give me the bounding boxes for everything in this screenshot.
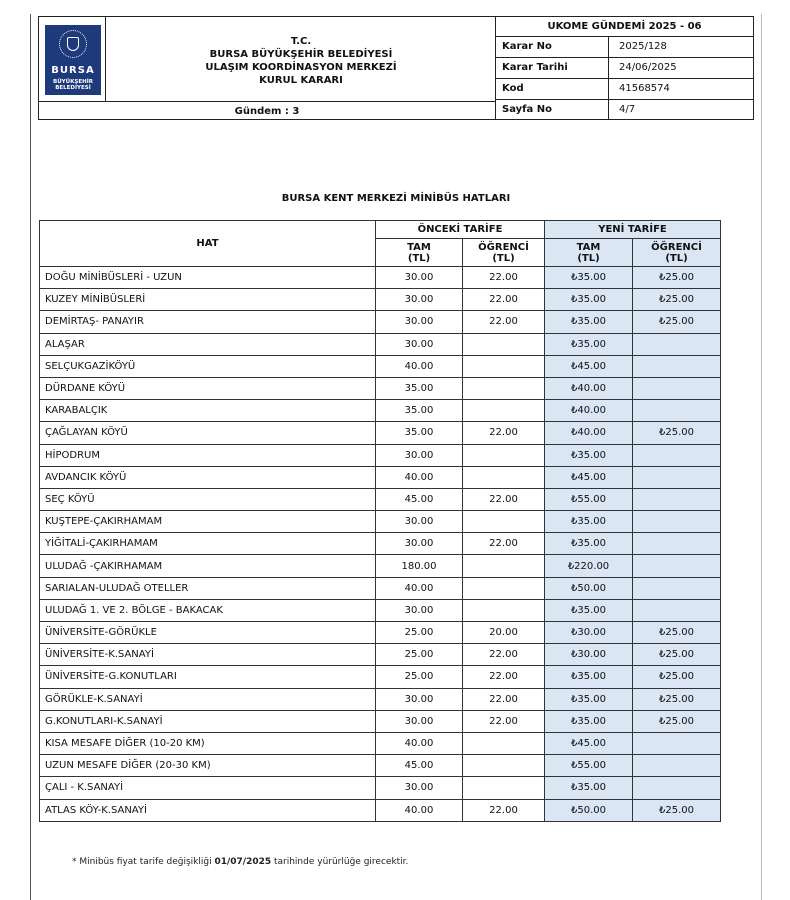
new-student-fare-cell: ₺25.00 bbox=[633, 799, 721, 821]
route-name-cell: KISA MESAFE DİĞER (10-20 KM) bbox=[40, 732, 376, 754]
old-full-fare-cell: 30.00 bbox=[376, 688, 463, 710]
old-student-fare-cell bbox=[463, 777, 545, 799]
old-full-fare-cell: 180.00 bbox=[376, 555, 463, 577]
old-student-fare-cell bbox=[463, 444, 545, 466]
new-student-fare-cell: ₺25.00 bbox=[633, 666, 721, 688]
old-student-fare-cell: 22.00 bbox=[463, 644, 545, 666]
old-full-fare-cell: 30.00 bbox=[376, 533, 463, 555]
old-student-fare-cell bbox=[463, 466, 545, 488]
table-row bbox=[40, 710, 721, 732]
table-row bbox=[40, 333, 721, 355]
route-name-cell: ULUDAĞ -ÇAKIRHAMAM bbox=[40, 555, 376, 577]
old-full-fare-cell: 30.00 bbox=[376, 444, 463, 466]
old-student-fare-cell: 22.00 bbox=[463, 688, 545, 710]
new-student-fare-cell: ₺25.00 bbox=[633, 422, 721, 444]
new-full-fare-cell: ₺35.00 bbox=[545, 267, 633, 289]
new-full-fare-cell: ₺35.00 bbox=[545, 289, 633, 311]
new-full-fare-cell: ₺35.00 bbox=[545, 710, 633, 732]
meta-title: UKOME GÜNDEMİ 2025 - 06 bbox=[496, 17, 753, 37]
route-name-cell: ULUDAĞ 1. VE 2. BÖLGE - BAKACAK bbox=[40, 599, 376, 621]
new-full-fare-cell: ₺50.00 bbox=[545, 577, 633, 599]
old-student-fare-cell bbox=[463, 333, 545, 355]
old-student-fare-cell bbox=[463, 400, 545, 422]
meta-row-page-no: Sayfa No 4/7 bbox=[496, 100, 753, 120]
logo-box bbox=[39, 17, 106, 101]
route-name-cell: ÜNİVERSİTE-GÖRÜKLE bbox=[40, 622, 376, 644]
new-student-fare-cell bbox=[633, 599, 721, 621]
table-row bbox=[40, 422, 721, 444]
route-name-cell: SELÇUKGAZİKÖYÜ bbox=[40, 355, 376, 377]
column-header-new-full: TAM (TL) bbox=[545, 239, 633, 267]
decision-meta-panel bbox=[496, 16, 754, 120]
old-student-fare-cell: 22.00 bbox=[463, 422, 545, 444]
old-full-fare-cell: 40.00 bbox=[376, 355, 463, 377]
new-full-fare-cell: ₺30.00 bbox=[545, 644, 633, 666]
new-student-fare-cell: ₺25.00 bbox=[633, 311, 721, 333]
table-row bbox=[40, 732, 721, 754]
new-full-fare-cell: ₺30.00 bbox=[545, 622, 633, 644]
bursa-logo bbox=[45, 25, 101, 95]
old-full-fare-cell: 40.00 bbox=[376, 577, 463, 599]
old-full-fare-cell: 30.00 bbox=[376, 777, 463, 799]
new-student-fare-cell: ₺25.00 bbox=[633, 688, 721, 710]
new-full-fare-cell: ₺40.00 bbox=[545, 422, 633, 444]
new-full-fare-cell: ₺45.00 bbox=[545, 355, 633, 377]
table-row bbox=[40, 577, 721, 599]
old-student-fare-cell bbox=[463, 732, 545, 754]
column-header-route: HAT bbox=[40, 221, 376, 267]
table-row bbox=[40, 644, 721, 666]
table-title: BURSA KENT MERKEZİ MİNİBÜS HATLARI bbox=[281, 193, 511, 204]
table-row bbox=[40, 488, 721, 510]
old-student-fare-cell bbox=[463, 599, 545, 621]
old-student-fare-cell: 22.00 bbox=[463, 666, 545, 688]
route-name-cell: SEÇ KÖYÜ bbox=[40, 488, 376, 510]
new-student-fare-cell: ₺25.00 bbox=[633, 710, 721, 732]
new-student-fare-cell: ₺25.00 bbox=[633, 644, 721, 666]
route-name-cell: G.KONUTLARI-K.SANAYİ bbox=[40, 710, 376, 732]
new-student-fare-cell: ₺25.00 bbox=[633, 267, 721, 289]
route-name-cell: UZUN MESAFE DİĞER (20-30 KM) bbox=[40, 755, 376, 777]
new-student-fare-cell bbox=[633, 755, 721, 777]
document-header bbox=[38, 16, 754, 120]
new-student-fare-cell bbox=[633, 777, 721, 799]
logo-text-bursa: BURSA bbox=[51, 65, 95, 76]
old-student-fare-cell: 22.00 bbox=[463, 710, 545, 732]
header-left-panel bbox=[38, 16, 496, 120]
new-student-fare-cell: ₺25.00 bbox=[633, 622, 721, 644]
old-full-fare-cell: 35.00 bbox=[376, 422, 463, 444]
table-row bbox=[40, 533, 721, 555]
old-student-fare-cell: 22.00 bbox=[463, 289, 545, 311]
route-name-cell: ÇAĞLAYAN KÖYÜ bbox=[40, 422, 376, 444]
old-student-fare-cell: 22.00 bbox=[463, 488, 545, 510]
new-full-fare-cell: ₺40.00 bbox=[545, 377, 633, 399]
route-name-cell: SARIALAN-ULUDAĞ OTELLER bbox=[40, 577, 376, 599]
new-student-fare-cell bbox=[633, 444, 721, 466]
table-row bbox=[40, 688, 721, 710]
old-full-fare-cell: 45.00 bbox=[376, 755, 463, 777]
table-row bbox=[40, 311, 721, 333]
table-row bbox=[40, 444, 721, 466]
old-student-fare-cell bbox=[463, 511, 545, 533]
old-student-fare-cell: 22.00 bbox=[463, 799, 545, 821]
group-header-previous-fare: ÖNCEKİ TARİFE bbox=[376, 221, 545, 239]
old-full-fare-cell: 30.00 bbox=[376, 511, 463, 533]
group-header-new-fare: YENİ TARİFE bbox=[545, 221, 721, 239]
old-student-fare-cell: 22.00 bbox=[463, 267, 545, 289]
new-full-fare-cell: ₺35.00 bbox=[545, 688, 633, 710]
new-full-fare-cell: ₺35.00 bbox=[545, 777, 633, 799]
old-student-fare-cell bbox=[463, 355, 545, 377]
new-full-fare-cell: ₺35.00 bbox=[545, 333, 633, 355]
column-header-old-student: ÖĞRENCİ (TL) bbox=[463, 239, 545, 267]
new-full-fare-cell: ₺40.00 bbox=[545, 400, 633, 422]
route-name-cell: KARABALÇIK bbox=[40, 400, 376, 422]
new-student-fare-cell bbox=[633, 511, 721, 533]
old-full-fare-cell: 30.00 bbox=[376, 311, 463, 333]
old-full-fare-cell: 25.00 bbox=[376, 644, 463, 666]
old-full-fare-cell: 30.00 bbox=[376, 333, 463, 355]
table-row bbox=[40, 466, 721, 488]
footnote-effective-date: 01/07/2025 bbox=[214, 857, 272, 867]
old-student-fare-cell bbox=[463, 555, 545, 577]
old-full-fare-cell: 25.00 bbox=[376, 622, 463, 644]
new-full-fare-cell: ₺55.00 bbox=[545, 755, 633, 777]
agenda-item: Gündem : 3 bbox=[39, 101, 495, 121]
meta-row-decision-date: Karar Tarihi 24/06/2025 bbox=[496, 58, 753, 79]
old-full-fare-cell: 30.00 bbox=[376, 710, 463, 732]
route-name-cell: DÜRDANE KÖYÜ bbox=[40, 377, 376, 399]
route-name-cell: KUZEY MİNİBÜSLERİ bbox=[40, 289, 376, 311]
logo-text-municipality: BÜYÜKŞEHİR BELEDİYESİ bbox=[53, 79, 93, 91]
old-student-fare-cell: 22.00 bbox=[463, 533, 545, 555]
new-full-fare-cell: ₺45.00 bbox=[545, 732, 633, 754]
table-row bbox=[40, 666, 721, 688]
new-student-fare-cell bbox=[633, 488, 721, 510]
table-row bbox=[40, 599, 721, 621]
new-student-fare-cell bbox=[633, 466, 721, 488]
new-student-fare-cell bbox=[633, 355, 721, 377]
new-full-fare-cell: ₺45.00 bbox=[545, 466, 633, 488]
old-student-fare-cell bbox=[463, 377, 545, 399]
route-name-cell: DOĞU MİNİBÜSLERİ - UZUN bbox=[40, 267, 376, 289]
new-student-fare-cell bbox=[633, 377, 721, 399]
old-student-fare-cell bbox=[463, 755, 545, 777]
new-student-fare-cell bbox=[633, 333, 721, 355]
old-full-fare-cell: 35.00 bbox=[376, 400, 463, 422]
old-student-fare-cell bbox=[463, 577, 545, 599]
meta-row-code: Kod 41568574 bbox=[496, 79, 753, 100]
meta-row-decision-no: Karar No 2025/128 bbox=[496, 37, 753, 58]
new-student-fare-cell bbox=[633, 732, 721, 754]
route-name-cell: ALAŞAR bbox=[40, 333, 376, 355]
new-full-fare-cell: ₺35.00 bbox=[545, 311, 633, 333]
new-full-fare-cell: ₺55.00 bbox=[545, 488, 633, 510]
old-full-fare-cell: 40.00 bbox=[376, 732, 463, 754]
route-name-cell: ÜNİVERSİTE-G.KONUTLARI bbox=[40, 666, 376, 688]
new-full-fare-cell: ₺35.00 bbox=[545, 444, 633, 466]
org-line-municipality: BURSA BÜYÜKŞEHİR BELEDİYESİ bbox=[209, 49, 393, 60]
new-full-fare-cell: ₺35.00 bbox=[545, 533, 633, 555]
old-full-fare-cell: 25.00 bbox=[376, 666, 463, 688]
new-student-fare-cell bbox=[633, 400, 721, 422]
logo-shield-icon bbox=[67, 37, 79, 51]
new-full-fare-cell: ₺35.00 bbox=[545, 666, 633, 688]
route-name-cell: HİPODRUM bbox=[40, 444, 376, 466]
new-full-fare-cell: ₺220.00 bbox=[545, 555, 633, 577]
new-full-fare-cell: ₺35.00 bbox=[545, 511, 633, 533]
new-student-fare-cell bbox=[633, 577, 721, 599]
route-name-cell: GÖRÜKLE-K.SANAYİ bbox=[40, 688, 376, 710]
fare-table bbox=[39, 220, 721, 822]
table-row bbox=[40, 355, 721, 377]
column-header-old-full: TAM (TL) bbox=[376, 239, 463, 267]
new-student-fare-cell bbox=[633, 533, 721, 555]
route-name-cell: DEMİRTAŞ- PANAYIR bbox=[40, 311, 376, 333]
route-name-cell: KUŞTEPE-ÇAKIRHAMAM bbox=[40, 511, 376, 533]
table-row bbox=[40, 289, 721, 311]
route-name-cell: ÇALI - K.SANAYİ bbox=[40, 777, 376, 799]
new-full-fare-cell: ₺50.00 bbox=[545, 799, 633, 821]
table-row bbox=[40, 555, 721, 577]
old-full-fare-cell: 35.00 bbox=[376, 377, 463, 399]
old-full-fare-cell: 40.00 bbox=[376, 466, 463, 488]
route-name-cell: ÜNİVERSİTE-K.SANAYİ bbox=[40, 644, 376, 666]
new-student-fare-cell: ₺25.00 bbox=[633, 289, 721, 311]
old-full-fare-cell: 45.00 bbox=[376, 488, 463, 510]
footnote: * Minibüs fiyat tarife değişikliği 01/07/2025 tarihinde yürürlüğe girecektir. bbox=[72, 857, 409, 867]
old-full-fare-cell: 30.00 bbox=[376, 599, 463, 621]
old-full-fare-cell: 40.00 bbox=[376, 799, 463, 821]
old-student-fare-cell: 22.00 bbox=[463, 311, 545, 333]
table-row bbox=[40, 622, 721, 644]
table-row bbox=[40, 511, 721, 533]
table-row bbox=[40, 777, 721, 799]
organization-name bbox=[105, 17, 497, 101]
table-row bbox=[40, 400, 721, 422]
table-row bbox=[40, 799, 721, 821]
route-name-cell: YİĞİTALİ-ÇAKIRHAMAM bbox=[40, 533, 376, 555]
route-name-cell: AVDANCIK KÖYÜ bbox=[40, 466, 376, 488]
old-full-fare-cell: 30.00 bbox=[376, 267, 463, 289]
new-student-fare-cell bbox=[633, 555, 721, 577]
column-header-new-student: ÖĞRENCİ (TL) bbox=[633, 239, 721, 267]
new-full-fare-cell: ₺35.00 bbox=[545, 599, 633, 621]
org-line-center: ULAŞIM KOORDİNASYON MERKEZİ bbox=[205, 62, 397, 73]
org-line-decision: KURUL KARARI bbox=[259, 75, 343, 86]
old-student-fare-cell: 20.00 bbox=[463, 622, 545, 644]
route-name-cell: ATLAS KÖY-K.SANAYİ bbox=[40, 799, 376, 821]
org-line-tc: T.C. bbox=[290, 36, 312, 47]
table-row bbox=[40, 267, 721, 289]
table-row bbox=[40, 377, 721, 399]
table-row bbox=[40, 755, 721, 777]
old-full-fare-cell: 30.00 bbox=[376, 289, 463, 311]
